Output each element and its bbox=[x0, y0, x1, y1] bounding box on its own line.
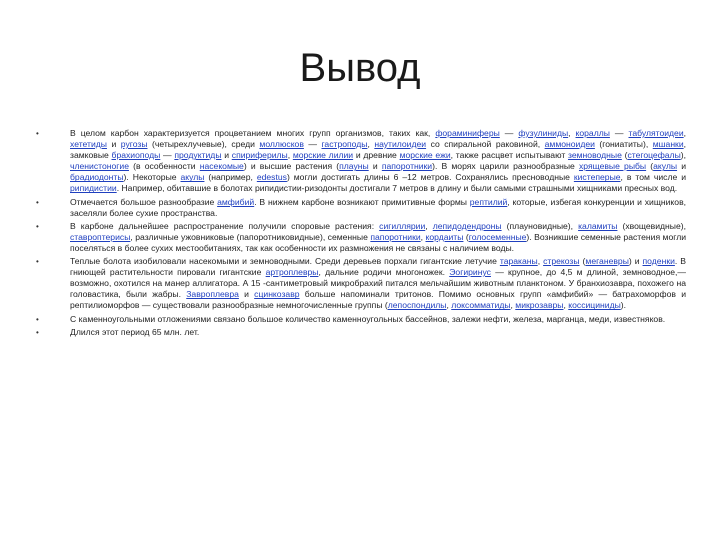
term-link[interactable]: ставроптерисы bbox=[70, 231, 131, 242]
term-link[interactable]: каламиты bbox=[578, 220, 618, 231]
text-run: , которые, избегая конкуренции и хищников, заселяли более сухие пространства. bbox=[70, 196, 687, 218]
bullet-icon: • bbox=[36, 129, 39, 138]
text-run: со спиральной раковиной, bbox=[426, 139, 545, 150]
term-link[interactable]: стрекозы bbox=[543, 256, 580, 267]
text-run: (хвощевидные), bbox=[617, 220, 686, 231]
text-run: ) и высшие растения ( bbox=[243, 161, 340, 172]
text-run: и bbox=[677, 161, 687, 172]
bullet-item bbox=[36, 256, 686, 311]
bullet-icon: • bbox=[36, 257, 39, 267]
text-run: (четырехлучевые), среди bbox=[147, 139, 260, 150]
text-run: ). В морях царили разнообразные bbox=[432, 161, 579, 172]
bullet-text bbox=[70, 256, 686, 310]
bullet-item bbox=[36, 314, 686, 325]
bullet-icon: • bbox=[36, 327, 39, 337]
text-run: и bbox=[221, 150, 232, 161]
text-run: , bbox=[537, 256, 544, 267]
text-run: ( bbox=[646, 161, 654, 172]
bullet-icon: • bbox=[36, 221, 39, 231]
term-link[interactable]: микрозавры bbox=[515, 300, 564, 311]
bullet-text bbox=[70, 128, 686, 193]
term-link[interactable]: рептилий bbox=[469, 196, 508, 207]
text-run: (в особенности bbox=[128, 161, 200, 172]
text-run: ( bbox=[463, 231, 469, 242]
text-run: . В гниющей растительности пировали гигантские bbox=[70, 256, 687, 278]
term-link[interactable]: рипидистии bbox=[70, 183, 117, 194]
term-link[interactable]: кистеперые bbox=[573, 172, 621, 183]
term-link[interactable]: хрящевые рыбы bbox=[578, 161, 647, 172]
term-link[interactable]: папоротники bbox=[370, 231, 421, 242]
text-run: ( bbox=[579, 256, 586, 267]
text-run: ). Некоторые bbox=[123, 172, 181, 183]
text-run: ( bbox=[621, 150, 628, 161]
text-run: , bbox=[287, 150, 293, 161]
term-link[interactable]: спириферилы bbox=[231, 150, 288, 161]
text-run: и древние bbox=[353, 150, 400, 161]
text-run: , в том числе и bbox=[620, 172, 686, 183]
text-run: — bbox=[303, 139, 322, 150]
text-run: , замковые bbox=[70, 139, 687, 161]
text-run: , bbox=[420, 231, 426, 242]
term-link[interactable]: брадиодонты bbox=[70, 172, 124, 183]
bullet-text bbox=[70, 197, 686, 218]
term-link[interactable]: лепоспондилы bbox=[387, 300, 447, 311]
bullet-icon: • bbox=[36, 197, 39, 207]
bullet-icon: • bbox=[36, 314, 39, 324]
text-run: , bbox=[510, 300, 516, 311]
term-link[interactable]: Завроплевра bbox=[186, 289, 239, 300]
term-link[interactable]: папоротники bbox=[381, 161, 433, 172]
text-run: ) и bbox=[628, 256, 643, 267]
term-link[interactable]: моллюсков bbox=[259, 139, 304, 150]
term-link[interactable]: хететиды bbox=[70, 139, 107, 150]
text-run: , bbox=[568, 128, 576, 138]
term-link[interactable]: аммоноидеи bbox=[544, 139, 595, 150]
text-run: . Например, обитавшие в болотах рипидистии-ризодонты достигали 7 метров в длину и были самыми страшными хищниками пресных вод. bbox=[116, 183, 678, 194]
text-run: , bbox=[367, 139, 375, 150]
term-link[interactable]: кораллы bbox=[575, 128, 610, 138]
term-link[interactable]: меганевры bbox=[585, 256, 629, 267]
term-link[interactable]: наутилоидеи bbox=[374, 139, 427, 150]
term-link[interactable]: продуктиды bbox=[174, 150, 222, 161]
term-link[interactable]: насекомые bbox=[199, 161, 244, 172]
term-link[interactable]: акулы bbox=[653, 161, 678, 172]
text-run: , дальние родичи многоножек. bbox=[318, 267, 450, 278]
bullet-item bbox=[36, 327, 686, 338]
bullet-list bbox=[36, 128, 686, 340]
text-run: — крупное, до 4,5 м длиной, земноводное,— возможно, охотился на манер аллигатора. А 15 -сантиметровый микробрахий питался мельчайшим животным планктоном. У бранхиозавра, похожего на головастика, были жабры. bbox=[70, 267, 687, 300]
text-run: Отмечается большое разнообразие bbox=[70, 196, 218, 207]
term-link[interactable]: тараканы bbox=[499, 256, 538, 267]
term-link[interactable]: лепидодендроны bbox=[432, 220, 502, 231]
text-run: В карбоне дальнейшее распространение получили споровые растения: bbox=[70, 220, 380, 231]
text-run: , bbox=[446, 300, 452, 311]
text-run: и bbox=[238, 289, 255, 300]
bullet-item bbox=[36, 197, 686, 219]
text-run: и bbox=[106, 139, 121, 150]
term-link[interactable]: морские ежи bbox=[399, 150, 451, 161]
term-link[interactable]: артроплевры bbox=[265, 267, 319, 278]
bullet-text bbox=[70, 327, 199, 337]
text-run: Теплые болота изобиловали насекомыми и земноводными. Среди деревьев порхали гигантские летучие bbox=[70, 256, 500, 267]
bullet-item bbox=[36, 128, 686, 195]
bullet-item bbox=[36, 221, 686, 254]
term-link[interactable]: фузулиниды bbox=[518, 128, 569, 138]
term-link[interactable]: фораминиферы bbox=[435, 128, 500, 138]
text-run: и bbox=[368, 161, 382, 172]
text-run: ) могли достигать длины 6 –12 метров. Сохранялись пресноводные bbox=[286, 172, 574, 183]
text-run: С каменноугольными отложениями связано большое количество каменноугольных бассейнов, залежи нефти, железа, марганца, меди, известняков. bbox=[70, 313, 666, 324]
term-link[interactable]: edestus bbox=[256, 172, 287, 183]
term-link[interactable]: брахиоподы bbox=[111, 150, 161, 161]
text-run: — bbox=[499, 128, 519, 138]
term-link[interactable]: членистоногие bbox=[70, 161, 129, 172]
slide-title: Вывод bbox=[299, 46, 421, 90]
term-link[interactable]: локсомматиды bbox=[451, 300, 511, 311]
term-link[interactable]: плауны bbox=[339, 161, 369, 172]
term-link[interactable]: стегоцефалы bbox=[627, 150, 681, 161]
text-run: ), bbox=[680, 150, 686, 161]
text-run: , различные ужовниковые (папоротниковидные), семенные bbox=[130, 231, 371, 242]
text-run: , bbox=[425, 220, 433, 231]
text-run: (гониатиты), bbox=[594, 139, 653, 150]
text-run: — bbox=[160, 150, 175, 161]
term-link[interactable]: сигиллярии bbox=[379, 220, 426, 231]
text-run: , bbox=[563, 300, 569, 311]
term-link[interactable]: ругозы bbox=[120, 139, 148, 150]
text-run: — bbox=[609, 128, 629, 138]
text-run: больше напоминали тритонов. Помимо основных групп «амфибий» — батрахоморфов и рептилиоморфов — существовали разнообразные немногочисленные группы ( bbox=[70, 289, 687, 311]
term-link[interactable]: кордаиты bbox=[425, 231, 464, 242]
term-link[interactable]: коссициниды bbox=[568, 300, 621, 311]
term-link[interactable]: земноводные bbox=[568, 150, 622, 161]
term-link[interactable]: поденки bbox=[642, 256, 675, 267]
text-run: . В нижнем карбоне возникают примитивные формы bbox=[254, 196, 470, 207]
bullet-text bbox=[70, 314, 665, 324]
term-link[interactable]: табулятоидеи bbox=[628, 128, 684, 138]
text-run: ). bbox=[620, 300, 627, 311]
text-run: , bbox=[683, 128, 687, 138]
term-link[interactable]: сцинкозавр bbox=[254, 289, 300, 300]
term-link[interactable]: амфибий bbox=[217, 196, 255, 207]
text-run: (плауновидные), bbox=[501, 220, 579, 231]
term-link[interactable]: акулы bbox=[180, 172, 205, 183]
text-run: Длился этот период 65 млн. лет. bbox=[70, 326, 200, 337]
term-link[interactable]: мшанки bbox=[652, 139, 684, 150]
text-run: (например, bbox=[204, 172, 257, 183]
text-run: , также расцвет испытывают bbox=[450, 150, 569, 161]
term-link[interactable]: морские лилии bbox=[292, 150, 354, 161]
term-link[interactable]: Эогиринус bbox=[449, 267, 491, 278]
bullet-text bbox=[70, 221, 686, 253]
text-run: В целом карбон характеризуется процветанием многих групп организмов, таких как, bbox=[70, 128, 436, 138]
term-link[interactable]: гастроподы bbox=[321, 139, 368, 150]
text-run: ). Возникшие семенные растения могли поселяться в более сухих местообитаниях, так как особенности их размножения не связаны с наличием воды. bbox=[70, 231, 687, 253]
term-link[interactable]: голосеменные bbox=[468, 231, 527, 242]
